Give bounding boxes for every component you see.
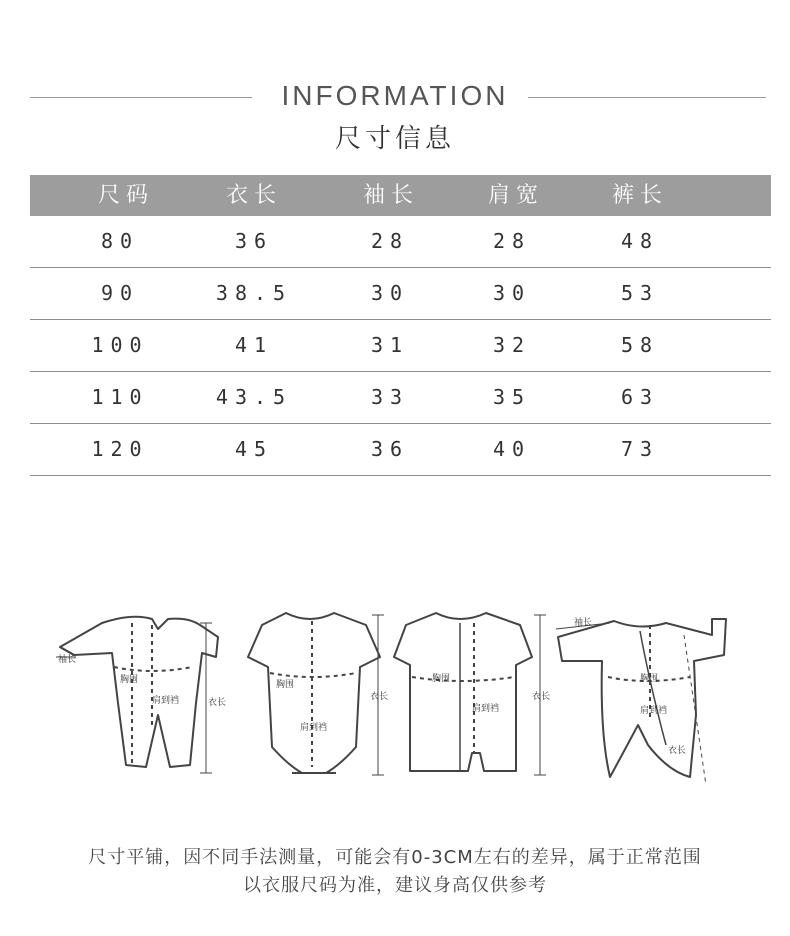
shortall-chest-label: 胸围 <box>432 674 451 684</box>
header-sleeve: 袖长 <box>362 183 419 208</box>
wrap-chest-label: 胸围 <box>640 674 659 684</box>
shortall-length-label: 衣长 <box>532 692 551 702</box>
shortall-diagram <box>394 613 546 775</box>
romper-length-label: 衣长 <box>208 698 227 708</box>
table-row <box>30 320 771 372</box>
cell-size: 80 <box>100 229 140 253</box>
romper-sleeve-label: 袖长 <box>58 655 77 665</box>
romper-chest-label: 胸围 <box>120 675 139 685</box>
header-size: 尺码 <box>97 183 154 208</box>
romper-shoulder-crotch-label: 肩到裆 <box>152 696 180 706</box>
cell-pants: 73 <box>620 437 660 461</box>
cell-size: 100 <box>91 333 149 357</box>
cell-size: 90 <box>100 281 140 305</box>
footnote-line2: 以衣服尺码为准，建议身高仅供参考 <box>243 875 547 896</box>
table-row <box>30 372 771 424</box>
shortall-shoulder-crotch-label: 肩到裆 <box>472 704 500 714</box>
header-shoulder: 肩宽 <box>487 183 544 208</box>
table-row <box>30 424 771 476</box>
cell-pants: 53 <box>620 281 660 305</box>
cell-sleeve: 31 <box>370 333 410 357</box>
table-header <box>30 175 771 216</box>
cell-length: 45 <box>234 437 274 461</box>
bodysuit-chest-label: 胸围 <box>276 680 295 690</box>
cell-shoulder: 40 <box>492 437 532 461</box>
cell-size: 110 <box>91 385 149 409</box>
cell-sleeve: 28 <box>370 229 410 253</box>
wrap-length-label: 衣长 <box>668 746 687 756</box>
wrap-shoulder-crotch-label: 肩到裆 <box>640 706 668 716</box>
cell-length: 41 <box>234 333 274 357</box>
measurement-diagrams <box>40 595 760 795</box>
bodysuit-length-label: 衣长 <box>370 692 389 702</box>
cell-shoulder: 30 <box>492 281 532 305</box>
size-table <box>30 175 771 476</box>
cell-pants: 63 <box>620 385 660 409</box>
cell-sleeve: 36 <box>370 437 410 461</box>
cell-pants: 48 <box>620 229 660 253</box>
cell-pants: 58 <box>620 333 660 357</box>
bodysuit-shoulder-crotch-label: 肩到裆 <box>300 723 328 733</box>
footnote-line1: 尺寸平铺，因不同手法测量，可能会有0-3CM左右的差异，属于正常范围 <box>88 847 702 868</box>
cell-shoulder: 32 <box>492 333 532 357</box>
wrap-sleeve-label: 袖长 <box>574 618 593 628</box>
romper-diagram <box>56 617 218 773</box>
cell-shoulder: 28 <box>492 229 532 253</box>
title-chinese: 尺寸信息 <box>334 124 455 154</box>
table-row <box>30 216 771 268</box>
table-row <box>30 268 771 320</box>
cell-length: 36 <box>234 229 274 253</box>
title-english: INFORMATION <box>281 80 509 111</box>
header-pants: 裤长 <box>611 183 668 208</box>
cell-size: 120 <box>91 437 149 461</box>
cell-length: 38.5 <box>215 281 293 305</box>
cell-shoulder: 35 <box>492 385 532 409</box>
wrap-diagram <box>556 619 726 785</box>
cell-sleeve: 30 <box>370 281 410 305</box>
header-length: 衣长 <box>225 183 282 208</box>
bodysuit-diagram <box>248 613 384 775</box>
cell-sleeve: 33 <box>370 385 410 409</box>
cell-length: 43.5 <box>215 385 293 409</box>
